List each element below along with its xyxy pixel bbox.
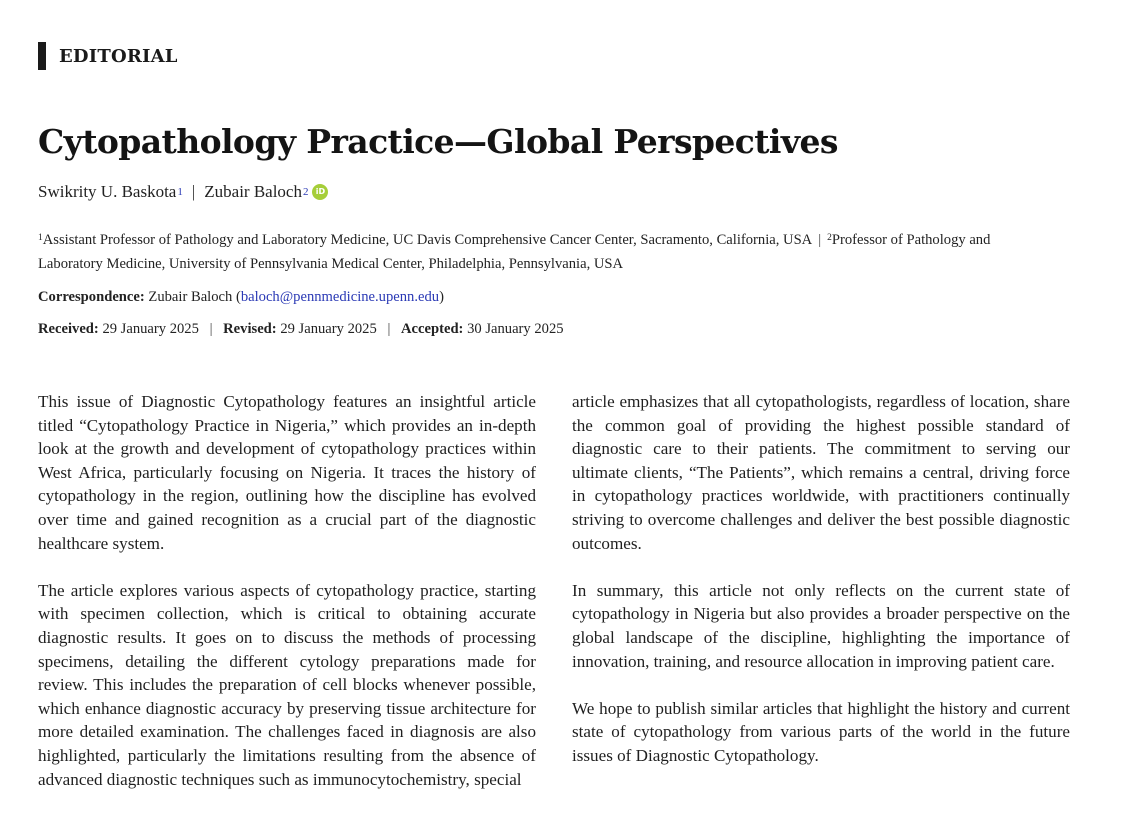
affiliations	[38, 227, 1038, 276]
author-separator: |	[191, 182, 196, 201]
open-paren: (	[235, 289, 241, 305]
body-column-right	[572, 390, 1070, 791]
author-list	[38, 182, 328, 202]
body-paragraph: article emphasizes that all cytopathologists, regardless of location, share the common goal of providing the highest possible standard of diagnostic care to their patients. The commitment to serving our ultimate clients, “The Patients”, which remains a central, driving force in cytopathology practices worldwide, with practitioners continually striving to overcome challenges and deliver the best possible diagnostic outcomes.	[572, 392, 1070, 553]
article-title: Cytopathology Practice—Global Perspectives	[38, 122, 838, 161]
affiliation-text: Assistant Professor of Pathology and Laboratory Medicine, UC Davis Comprehensive Cancer Center, Sacramento, California, USA	[42, 232, 813, 248]
date-separator: |	[209, 321, 213, 337]
revised-label: Revised:	[223, 321, 277, 337]
correspondence-name: Zubair Baloch	[148, 289, 233, 305]
date-separator: |	[387, 321, 391, 337]
author-name[interactable]: Swikrity U. Baskota	[38, 182, 177, 201]
correspondence-label: Correspondence:	[38, 289, 145, 305]
affiliation-sup: 1	[38, 233, 43, 243]
received-date: 29 January 2025	[102, 321, 199, 337]
body-column-left	[38, 390, 536, 815]
body-paragraph: In summary, this article not only reflects on the current state of cytopathology in Nigeria but also provides a broader perspective on the global landscape of the discipline, highlighting the importance of innovation, training, and resource allocation in improving patient care.	[572, 580, 1070, 671]
correspondence-email-link[interactable]: baloch@pennmedicine.upenn.edu	[240, 289, 440, 305]
accepted-label: Accepted:	[401, 321, 464, 337]
section-bar	[38, 42, 46, 70]
close-paren: )	[439, 289, 444, 305]
affiliation-text: Professor of Pathology and Laboratory Medicine, University of Pennsylvania Medical Center, Philadelphia, Pennsylvania, USA	[38, 232, 991, 272]
accepted-date: 30 January 2025	[467, 321, 564, 337]
section-tag	[38, 42, 178, 70]
body-paragraph: This issue of Diagnostic Cytopathology features an insightful article titled “Cytopathology Practice in Nigeria,” which provides an in-depth look at the growth and development of cytopathology practices within West Africa, particularly focusing on Nigeria. It traces the history of cytopathology in the region, outlining how the discipline has evolved over time and gained recognition as a crucial part of the diagnostic healthcare system.	[38, 392, 536, 553]
author-affiliation-ref[interactable]: 2	[302, 186, 309, 198]
correspondence	[38, 289, 444, 306]
orcid-icon[interactable]: iD	[312, 184, 328, 200]
section-label: EDITORIAL	[59, 45, 178, 67]
author-name[interactable]: Zubair Baloch	[204, 182, 302, 201]
revised-date: 29 January 2025	[280, 321, 377, 337]
affiliation-sup: 2	[827, 233, 832, 243]
affiliation-separator: |	[818, 232, 822, 248]
body-paragraph: We hope to publish similar articles that highlight the history and current state of cytopathology from various parts of the world in the future issues of Diagnostic Cytopathology.	[572, 698, 1070, 765]
body-paragraph: The article explores various aspects of cytopathology practice, starting with specimen collection, which is critical to obtaining accurate diagnostic results. It goes on to discuss the methods of processing specimens, detailing the different cytology preparations made for review. This includes the preparation of cell blocks whenever possible, which enhance diagnostic accuracy by preserving tissue architecture for more detailed examination. The challenges faced in diagnosis are also highlighted, particularly the limitations resulting from the absence of advanced diagnostic techniques such as immunocytochemistry, special	[38, 580, 536, 789]
article-dates	[38, 321, 564, 338]
received-label: Received:	[38, 321, 99, 337]
author-affiliation-ref[interactable]: 1	[177, 186, 183, 198]
